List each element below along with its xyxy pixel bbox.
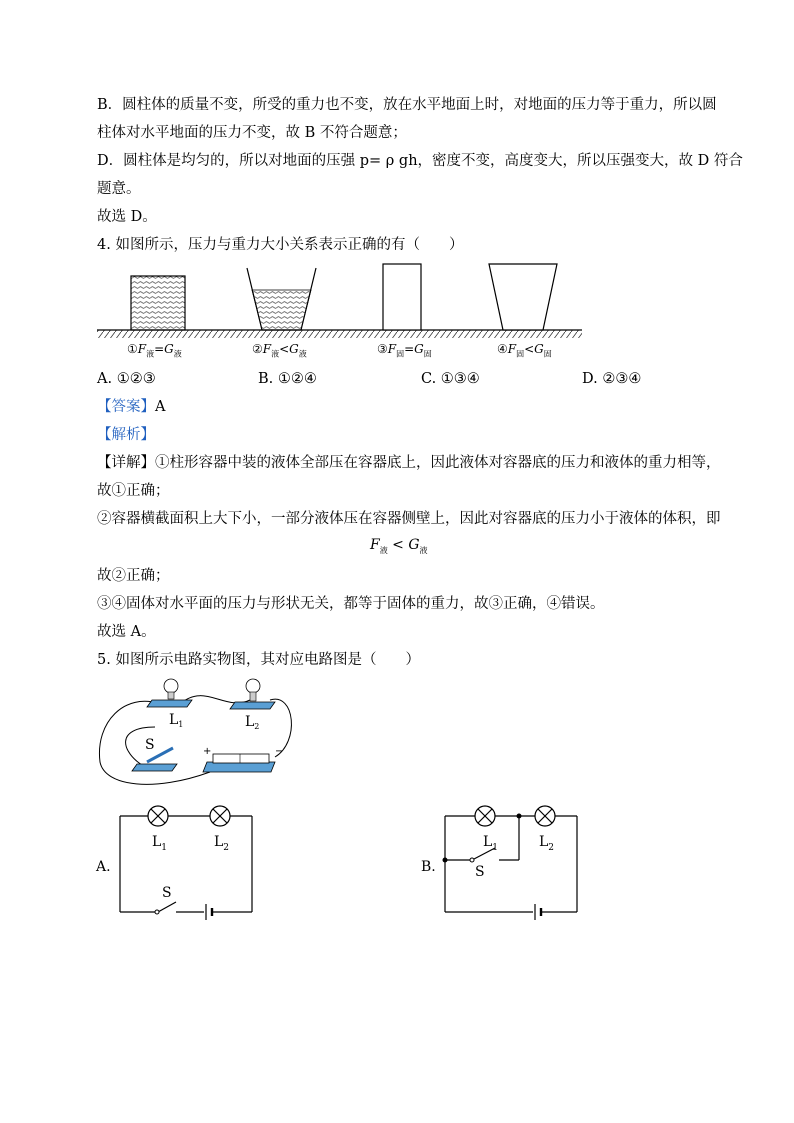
- lamp2-label: $L_2$: [245, 714, 260, 731]
- label-b-l1: $L_1$: [483, 834, 499, 853]
- option-b-label: B.: [421, 859, 436, 875]
- detail-line-3: ②容器横截面积上大下小，一部分液体压在容器侧壁上，因此对容器底的压力小于液体的体积，即: [97, 511, 721, 527]
- battery-minus: −: [275, 746, 284, 757]
- lamp-a-l1: [148, 806, 168, 826]
- lamp1-base: [147, 700, 192, 707]
- option-a-label: A.: [96, 859, 111, 875]
- circuit-diagram-a: [90, 800, 270, 920]
- question-4: 4. 如图所示，压力与重力大小关系表示正确的有（ ）: [97, 237, 464, 253]
- fig4-label-1: $①F_液=G_液$: [127, 342, 182, 359]
- question-5: 5. 如图所示电路实物图，其对应电路图是（ ）: [97, 652, 420, 668]
- analysis-heading: 【解析】: [97, 427, 155, 443]
- label-a-l2: $L_2$: [214, 834, 230, 853]
- q4-option-a: A. ①②③: [97, 371, 156, 387]
- detail-line-4: 故②正确；: [97, 568, 170, 584]
- label-a-s: S: [162, 885, 172, 901]
- label-a-l1: $L_1$: [152, 834, 168, 853]
- wire-1: [99, 701, 210, 784]
- text-line-d-cont: 题意。: [97, 181, 141, 197]
- lamp1-label: $L_1$: [169, 712, 184, 729]
- battery-holder: [203, 762, 275, 772]
- switch-a: [158, 902, 176, 912]
- lamp2-base: [230, 702, 275, 709]
- solid-4-trapezoid: [489, 264, 557, 330]
- q4-option-c: C. ①③④: [421, 371, 480, 387]
- q4-option-b: B. ①②④: [258, 371, 317, 387]
- ground-hatch: [97, 330, 582, 338]
- fig4-label-4: $④F_固<G_固$: [497, 342, 552, 359]
- text-choose-d: 故选 D。: [97, 209, 157, 225]
- solid-3-block: [383, 264, 421, 330]
- text-line-d: D．圆柱体是均匀的，所以对地面的压强 p= ρ gh，密度不变，高度变大，所以压强变大，故 D 符合: [97, 153, 743, 169]
- circuit-photo-figure: [95, 672, 305, 792]
- text-line-b-cont: 柱体对水平地面的压力不变，故 B 不符合题意；: [97, 125, 407, 141]
- circuit-diagram-b: [415, 800, 595, 920]
- container-1-cylinder: [131, 276, 185, 330]
- switch-base: [132, 764, 177, 771]
- label-b-s: S: [475, 864, 485, 880]
- lamp-a-l2: [210, 806, 230, 826]
- container-2-liquid: [252, 290, 311, 330]
- lamp1-bulb: [164, 679, 178, 693]
- detail-line-6: 故选 A。: [97, 624, 156, 640]
- fig4-label-2: $②F_液<G_液$: [252, 342, 307, 359]
- text-line-b: B．圆柱体的质量不变，所受的重力也不变，放在水平地面上时，对地面的压力等于重力，所以圆: [97, 97, 717, 113]
- detail-line-1: 【详解】①柱形容器中装的液体全部压在容器底上，因此液体对容器底的压力和液体的重力相等，: [97, 455, 721, 471]
- label-b-l2: $L_2$: [539, 834, 555, 853]
- formula-f-less-g: $F_液 < G_液$: [370, 537, 428, 555]
- battery-cells: [213, 754, 269, 763]
- lamp-b-l2: [535, 806, 555, 826]
- q4-option-d: D. ②③④: [582, 371, 642, 387]
- answer-line: 【答案】A: [97, 399, 166, 415]
- lamp2-bulb: [246, 679, 260, 693]
- switch-label: S: [145, 737, 155, 753]
- battery-plus: +: [203, 746, 212, 757]
- detail-line-2: 故①正确；: [97, 483, 170, 499]
- lamp-b-l1: [475, 806, 495, 826]
- detail-line-5: ③④固体对水平面的压力与形状无关，都等于固体的重力，故③正确，④错误。: [97, 596, 605, 612]
- fig4-label-3: $③F_固=G_固$: [377, 342, 432, 359]
